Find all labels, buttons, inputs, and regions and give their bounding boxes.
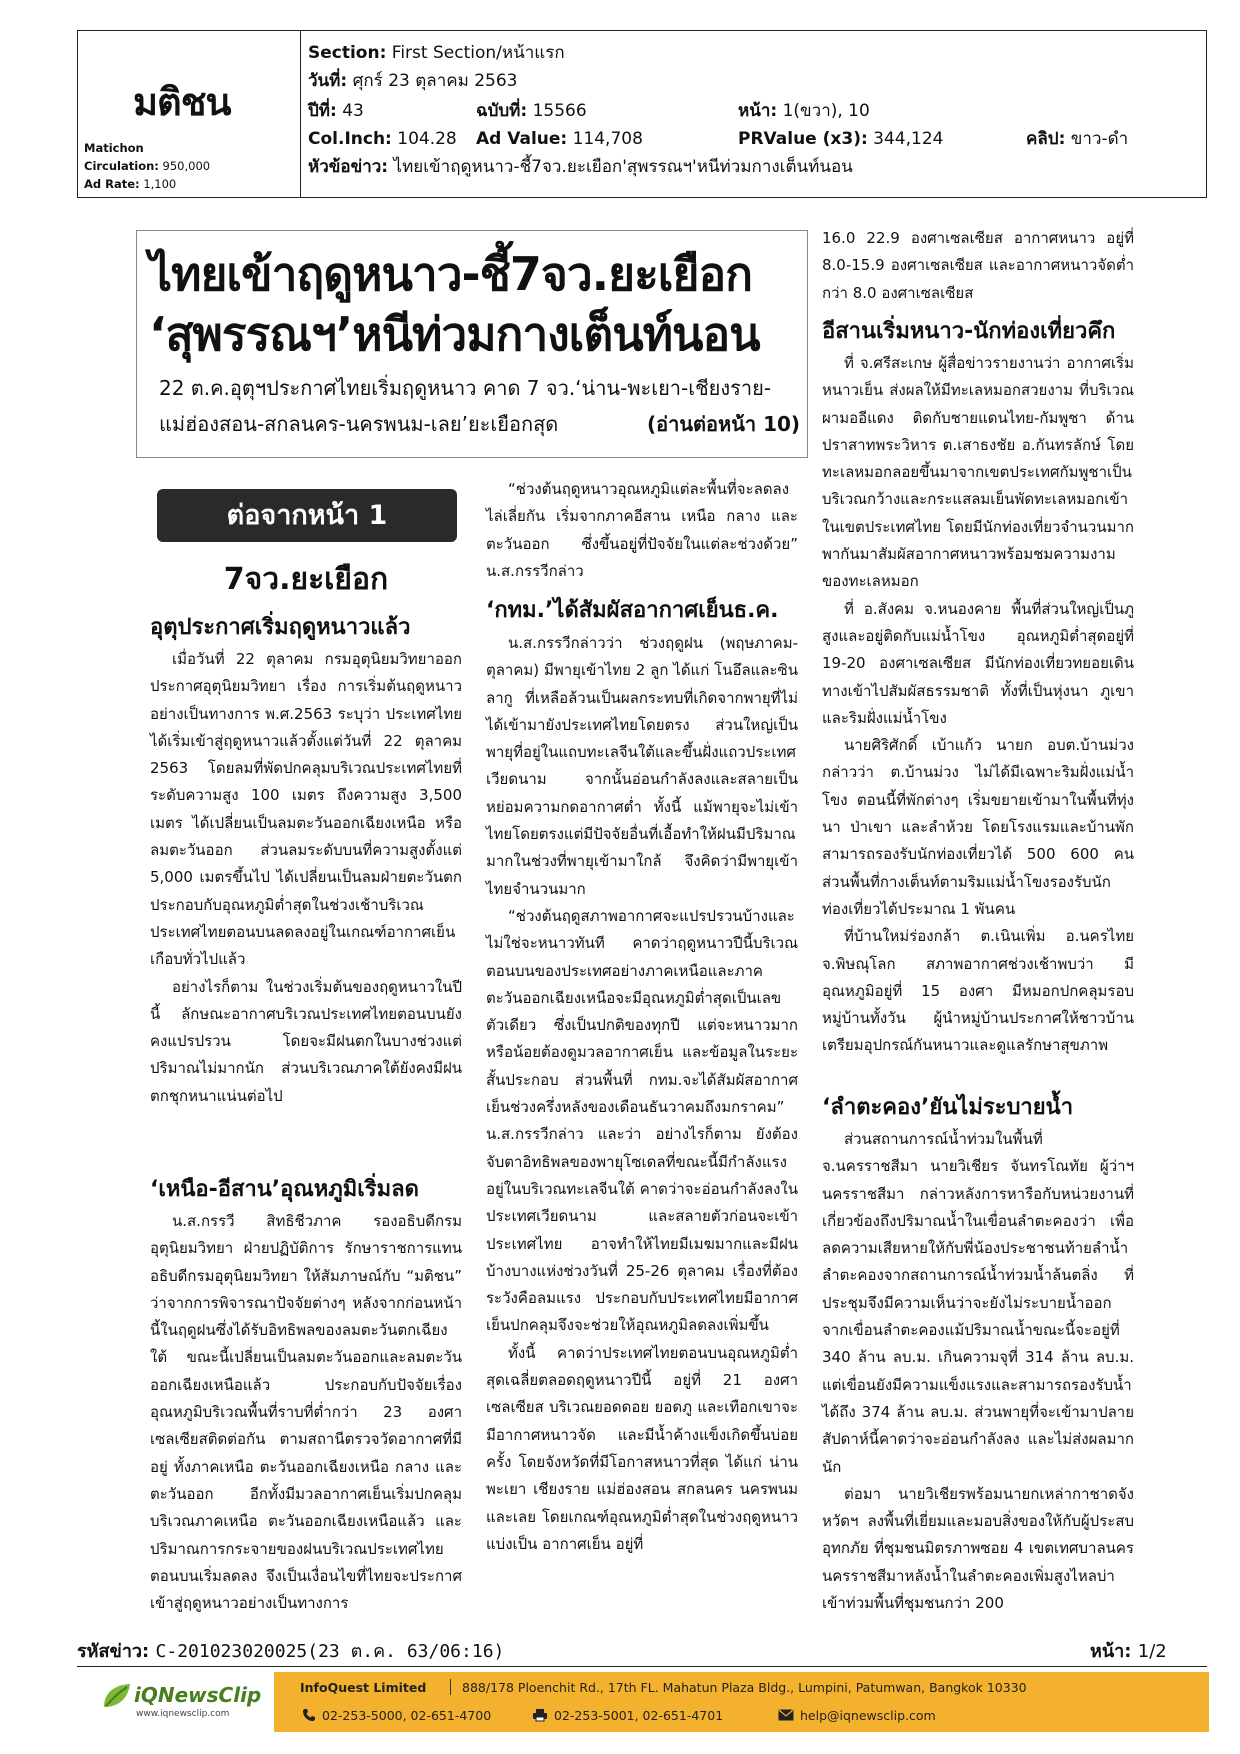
- paragraph: 16.0 22.9 องศาเซลเซียส อากาศหนาว อยู่ที่ 8.0-15.9 องศาเซลเซียส และอากาศหนาวจัดต่ำกว่า 8.0 องศาเซลเซียส: [822, 229, 1134, 302]
- paragraph: อย่างไรก็ตาม ในช่วงเริ่มต้นของฤดูหนาวในปีนี้ ลักษณะอากาศบริเวณประเทศไทยตอนบนยังคงแปรปรวน โดยจะมีฝนตกในบางช่วงแต่ปริมาณไม่มากนัก ส่วนบริเวณภาคใต้ยังคงมีฝนตกชุกหนาแน่นต่อไป: [150, 977, 462, 1105]
- paragraph: ที่บ้านใหม่ร่องกล้า ต.เนินเพิ่ม อ.นครไทย จ.พิษณุโลก สภาพอากาศช่วงเช้าพบว่า มีอุณหภูมิอยู่ที่ 15 องศา มีหมอกปกคลุมรอบหมู่บ้านทั้งวัน ผู้นำหมู่บ้านประกาศให้ชาวบ้านเตรียมอุปกรณ์กันหนาวและดูแลรักษาสุขภาพ: [822, 927, 1134, 1055]
- topic-field: หัวข้อข่าว: ไทยเข้าฤดูหนาว-ชี้7จว.ยะเยือก'สุพรรณฯ'หนีท่วมกางเต็นท์นอน: [308, 157, 853, 177]
- company-name: InfoQuest Limited: [300, 1680, 427, 1695]
- phone-icon: [302, 1708, 316, 1722]
- paragraph: น.ส.กรรวี สิทธิชีวภาค รองอธิบดีกรมอุตุนิยมวิทยา ฝ่ายปฏิบัติการ รักษาราชการแทนอธิบดีกรมอุตุนิยมวิทยา ให้สัมภาษณ์กับ “มติชน” ว่าจากการพิจารณาปัจจัยต่างๆ หลังจากก่อนหน้านี้ในฤดูฝนซึ่งได้รับอิทธิพลของลมตะวันตกเฉียงใต้ ขณะนี้เปลี่ยนเป็นลมตะวันออกและลมตะวันออกเฉียงเหนือแล้ว ประกอบกับปัจจัยเรื่องอุณหภูมิบริเวณพื้นที่ราบที่ต่ำกว่า 23 องศาเซลเซียสติดต่อกัน ตามสถานีตรวจวัดอากาศที่มีอยู่ ทั้งภาคเหนือ ตะวันออกเฉียงเหนือ กลาง และตะวันออก อีกทั้งมีมวลอากาศเย็นเริ่มปกคลุมบริเวณภาคเหนือ ตะวันออกเฉียงเหนือแล้ว และปริมาณการกระจายของฝนบริเวณประเทศไทยตอนบนเริ่มลดลง จึงเป็นเงื่อนไขที่ไทยจะประกาศเข้าสู่ฤดูหนาวอย่างเป็นทางการ: [150, 1212, 462, 1613]
- footer-contact-bar: [274, 1672, 1209, 1732]
- logo-wordmark: iQNewsClip: [134, 1683, 262, 1707]
- section-field: Section: First Section/หน้าแรก: [308, 43, 565, 63]
- article-column-1a: [150, 646, 462, 1110]
- article-column-1b: [150, 1208, 462, 1617]
- publication-logo: มติชน: [133, 80, 231, 124]
- logo-url: www.iqnewsclip.com: [136, 1709, 230, 1719]
- circulation: Circulation: 950,000: [84, 159, 211, 173]
- headline-line-1: ไทยเข้าฤดูหนาว-ชี้7จว.ยะเยือก: [149, 247, 752, 301]
- paragraph: ที่ อ.สังคม จ.หนองคาย พื้นที่ส่วนใหญ่เป็นภูสูงและอยู่ติดกับแม่น้ำโขง อุณหภูมิต่ำสุดอยู่ที่ 19-20 องศาเซลเซียส มีนักท่องเที่ยวทยอยเดินทางเข้าไปสัมผัสธรรมชาติ ทั้งที่เป็นหุ่งนา ภูเขา และริมฝั่งแม่น้ำโขง: [822, 599, 1134, 727]
- paragraph: “ช่วงต้นฤดูหนาวอุณหภูมิแต่ละพื้นที่จะลดลงไล่เลี่ยกัน เริ่มจากภาคอีสาน เหนือ กลาง และตะวันออก ซึ่งขึ้นอยู่ที่ปัจจัยในแต่ละช่วงด้วย” น.ส.กรรวีกล่าว: [486, 480, 798, 580]
- year-field: ปีที่: 43: [308, 101, 364, 121]
- subhead-north-northeast: ‘เหนือ-อีสาน’อุณหภูมิเริ่มลด: [150, 1177, 419, 1202]
- paragraph: เมื่อวันที่ 22 ตุลาคม กรมอุตุนิยมวิทยาออกประกาศอุตุนิยมวิทยา เรื่อง การเริ่มต้นฤดูหนาวอย่างเป็นทางการ พ.ศ.2563 ระบุว่า ประเทศไทยได้เริ่มเข้าสู่ฤดูหนาวแล้วตั้งแต่วันที่ 22 ตุลาคม 2563 โดยลมที่พัดปกคลุมบริเวณประเทศไทยที่ระดับความสูง 100 เมตร ถึงความสูง 3,500 เมตร ได้เปลี่ยนเป็นลมตะวันออกเฉียงเหนือ หรือลมตะวันออก ส่วนลมระดับบนที่ความสูงตั้งแต่ 5,000 เมตรขึ้นไป ได้เปลี่ยนเป็นลมฝ่ายตะวันตก ประกอบกับอุณหภูมิต่ำสุดในช่วงเช้าบริเวณประเทศไทยตอนบนลดลงอยู่ในเกณฑ์อากาศเย็นเกือบทั่วไปแล้ว: [150, 650, 462, 969]
- continued-from-label: ต่อจากหน้า 1: [157, 489, 457, 542]
- ad-rate: Ad Rate: 1,100: [84, 177, 177, 191]
- paragraph: น.ส.กรรวีกล่าวว่า ช่วงฤดูฝน (พฤษภาคม-ตุลาคม) มีพายุเข้าไทย 2 ลูก ได้แก่ โนอึลและซินลากู ที่เหลือล้วนเป็นผลกระทบที่เกิดจากพายุที่ไม่ได้เข้ามายังประเทศไทยโดยตรง ส่วนใหญ่เป็นพายุที่อยู่ในแถบทะเลจีนใต้และขึ้นฝั่งแถวประเทศเวียดนาม จากนั้นอ่อนกำลังลงและสลายเป็นหย่อมความกดอากาศต่ำ ทั้งนี้ แม้พายุจะไม่เข้าไทยโดยตรงแต่มีปัจจัยอื่นที่เอื้อทำให้ฝนมีปริมาณมากในช่วงที่พายุเข้ามาใกล้ จึงคิดว่ามีพายุเข้าไทยจำนวนมาก: [486, 634, 798, 898]
- continued-title: 7จว.ยะเยือก: [223, 562, 389, 597]
- fax-numbers: 02-253-5001, 02-651-4701: [554, 1708, 724, 1723]
- colinch-field: Col.Inch: 104.28: [308, 129, 457, 149]
- article-column-3a: [822, 225, 1134, 307]
- subhead-bangkok-cold: ‘กทม.’ได้สัมผัสอากาศเย็นธ.ค.: [486, 598, 779, 623]
- paragraph: “ช่วงต้นฤดูสภาพอากาศจะแปรปรวนบ้างและไม่ใช่จะหนาวทันที คาดว่าฤดูหนาวปีนี้บริเวณตอนบนของประเทศอย่างภาคเหนือและภาคตะวันออกเฉียงเหนือจะมีอุณหภูมิต่ำสุดเป็นเลขตัวเดียว ซึ่งเป็นปกติของทุกปี แต่จะหนาวมากหรือน้อยต้องดูมวลอากาศเย็น และข้อมูลในระยะสั้นประกอบ ส่วนพื้นที่ กทม.จะได้สัมผัสอากาศเย็นช่วงครึ่งหลังของเดือนธันวาคมถึงมกราคม” น.ส.กรรวีกล่าว และว่า อย่างไรก็ตาม ยังต้องจับตาอิทธิพลของพายุโซเดลที่ขณะนี้มีกำลังแรงอยู่ในบริเวณทะเลจีนใต้ คาดว่าจะอ่อนกำลังลงในประเทศเวียดนาม และสลายตัวก่อนจะเข้าประเทศไทย อาจทำให้ไทยมีเมฆมากและมีฝนบ้างบางแห่งช่วงวันที่ 25-26 ตุลาคม เรื่องที่ต้องระวังคือลมแรง ประกอบกับประเทศไทยมีอากาศเย็นปกคลุมจึงจะช่วยให้อุณหภูมิลดลงเพิ่มขึ้น: [486, 906, 798, 1335]
- subhead-lamtakong: ‘ลำตะคอง’ยันไม่ระบายน้ำ: [822, 1095, 1074, 1120]
- headline-subtitle-2: แม่ฮ่องสอน-สกลนคร-นครพนม-เลย’ยะเยือกสุด: [159, 412, 559, 436]
- publication-name: Matichon: [84, 141, 144, 155]
- publication-panel: [78, 31, 301, 197]
- news-code: รหัสข่าว: C-201023020025(23 ต.ค. 63/06:16): [77, 1641, 505, 1662]
- paragraph: ส่วนสถานการณ์น้ำท่วมในพื้นที่ จ.นครราชสีมา นายวิเชียร จันทรโณทัย ผู้ว่าฯนครราชสีมา กล่าวหลังการหารือกับหน่วยงานที่เกี่ยวข้องถึงปริมาณน้ำในเขื่อนลำตะคองว่า เพื่อลดความเสียหายให้กับพี่น้องประชาชนท้ายลำน้ำลำตะคองจากสถานการณ์น้ำท่วมน้ำล้นตลิ่ง ที่ประชุมจึงมีความเห็นว่าจะยังไม่ระบายน้ำออกจากเขื่อนลำตะคองแม้ปริมาณน้ำขณะนี้จะอยู่ที่ 340 ล้าน ลบ.ม. เกินความจุที่ 314 ล้าน ลบ.ม. แต่เขื่อนยังมีความแข็งแรงและสามารถรองรับน้ำได้ถึง 374 ล้าน ลบ.ม. ส่วนพายุที่จะเข้ามาปลายสัปดาห์นี้คาดว่าจะอ่อนกำลังลง และไม่ส่งผลมากนัก: [822, 1130, 1134, 1476]
- email-icon: [778, 1709, 794, 1721]
- headline-box: [136, 230, 808, 458]
- article-column-3c: [822, 1126, 1134, 1617]
- paragraph: ทั้งนี้ คาดว่าประเทศไทยตอนบนอุณหภูมิต่ำสุดเฉลี่ยตลอดฤดูหนาวปีนี้ อยู่ที่ 21 องศาเซลเซียส บริเวณยอดดอย ยอดภู และเทือกเขาจะมีอากาศหนาวจัด และมีน้ำค้างแข็งเกิดขึ้นบ่อยครั้ง โดยจังหวัดที่มีโอกาสหนาวที่สุด ได้แก่ น่าน พะเยา เชียงราย แม่ฮ่องสอน สกลนคร นครพนม และเลย โดยเกณฑ์อุณหภูมิต่ำสุดในช่วงฤดูหนาว แบ่งเป็น อากาศเย็น อยู่ที่: [486, 1343, 798, 1553]
- page-field: หน้า: 1(ขวา), 10: [738, 101, 870, 121]
- clip-field: คลิป: ขาว-ดำ: [1026, 129, 1129, 149]
- phone-numbers: 02-253-5000, 02-651-4700: [322, 1708, 492, 1723]
- article-column-2a: [486, 476, 798, 585]
- clipping-header: [77, 30, 1207, 198]
- date-field: วันที่: ศุกร์ 23 ตุลาคม 2563: [308, 71, 518, 91]
- paragraph: ที่ จ.ศรีสะเกษ ผู้สื่อข่าวรายงานว่า อากาศเริ่มหนาวเย็น ส่งผลให้มีทะเลหมอกสวยงาม ที่บริเวณผามออีแดง ติดกับชายแดนไทย-กัมพูชา ด้านปราสาทพระวิหาร ต.เสาธงชัย อ.กันทรลักษ์ โดยทะเลหมอกลอยขึ้นมาจากเขตประเทศกัมพูชาเป็นบริเวณกว้างและกระแสลมเย็นพัดทะเลหมอกเข้าในเขตประเทศไทย โดยมีนักท่องเที่ยวจำนวนมากพากันมาสัมผัสอากาศหนาวพร้อมชมความงามของทะเลหมอก: [822, 354, 1134, 591]
- fax-icon: [532, 1708, 548, 1722]
- issue-field: ฉบับที่: 15566: [476, 101, 587, 121]
- headline-subtitle-1: 22 ต.ค.อุตุฯประกาศไทยเริ่มฤดูหนาว คาด 7 จว.‘น่าน-พะเยา-เชียงราย-: [159, 376, 772, 400]
- paragraph: นายศิริศักดิ์ เบ้าแก้ว นายก อบต.บ้านม่วง กล่าวว่า ต.บ้านม่วง ไม่ได้มีเฉพาะริมฝั่งแม่น้ำโขง ตอนนี้ที่พักต่างๆ เริ่มขยายเข้ามาในพื้นที่ทุ่งนา ป่าเขา และลำห้วย โดยโรงแรมและบ้านพักสามารถรองรับนักท่องเที่ยวได้ 500 600 คน ส่วนพื้นที่กางเต็นท์ตามริมแม่น้ำโขงรองรับนักท่องเที่ยวได้ประมาณ 1 พันคน: [822, 736, 1134, 918]
- leaf-icon: [100, 1681, 134, 1711]
- email-address: help@iqnewsclip.com: [800, 1708, 936, 1723]
- headline-line-2: ‘สุพรรณฯ’หนีท่วมกางเต็นท์นอน: [149, 307, 760, 361]
- footer-divider: [77, 1666, 1207, 1667]
- iqnewsclip-logo: [100, 1677, 262, 1727]
- paragraph: ต่อมา นายวิเชียรพร้อมนายกเหล่ากาชาดจังหวัดฯ ลงพื้นที่เยี่ยมและมอบสิ่งของให้กับผู้ประสบอุทกภัย ที่ชุมชนมิตรภาพซอย 4 เขตเทศบาลนครนครราชสีมาหลังน้ำในลำตะคองเพิ่มสูงไหลบ่าเข้าท่วมพื้นที่ชุมชนกว่า 200: [822, 1484, 1134, 1613]
- company-address: 888/178 Ploenchit Rd., 17th FL. Mahatun Plaza Bldg., Lumpini, Patumwan, Bangkok 10330: [462, 1680, 1027, 1695]
- read-more-note: (อ่านต่อหน้า 10): [647, 412, 801, 436]
- article-column-2b: [486, 630, 798, 1558]
- subhead-isan-tourists: อีสานเริ่มหนาว-นักท่องเที่ยวคึก: [822, 319, 1116, 344]
- prvalue-field: PRValue (x3): 344,124: [738, 129, 944, 149]
- subhead-weather-dept: อุตุประกาศเริ่มฤดูหนาวแล้ว: [150, 615, 411, 640]
- page-count: หน้า: 1/2: [1090, 1641, 1167, 1662]
- article-column-3b: [822, 350, 1134, 1060]
- advalue-field: Ad Value: 114,708: [476, 129, 643, 149]
- separator: [450, 1679, 451, 1695]
